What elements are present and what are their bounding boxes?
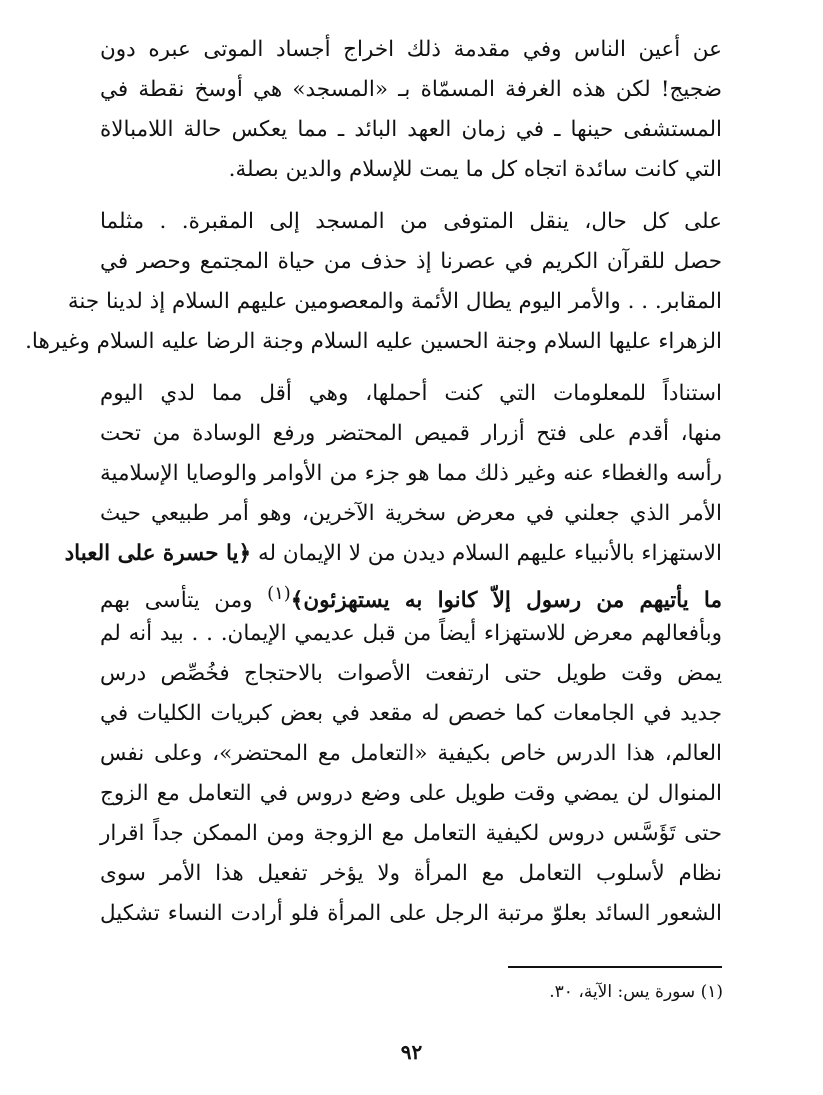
text-line: وبأفعالهم معرض للاستهزاء أيضاً من قبل عديمي الإيمان. . . بيد أنه لم <box>100 621 722 646</box>
text-line: الزهراء عليها السلام وجنة الحسين عليه السلام وجنة الرضا عليه السلام وغيرها. <box>25 329 722 354</box>
text-line: يمض وقت طويل حتى ارتفعت الأصوات بالاحتجاج فخُصِّص درس <box>100 661 722 686</box>
main-text <box>25 30 722 934</box>
text-line: حتى تَؤَسَّس دروس لكيفية التعامل مع الزوجة ومن الممكن جداً اقرار <box>100 821 722 846</box>
text-line: المقابر. . . والأمر اليوم يطال الأئمة والمعصومين عليهم السلام إذ لدينا جنة <box>67 289 722 314</box>
text-line: على كل حال، ينقل المتوفى من المسجد إلى المقبرة. . مثلما <box>100 209 722 234</box>
text-line: الشعور السائد بعلوّ مرتبة الرجل على المرأة فلو أرادت النساء تشكيل <box>100 901 722 926</box>
text-line: الأمر الذي جعلني في معرض سخرية الآخرين، وهو أمر طبيعي حيث <box>100 501 722 526</box>
text-line: عن أعين الناس وفي مقدمة ذلك اخراج أجساد الموتى عبره دون <box>100 37 722 62</box>
paragraph-3 <box>64 374 722 934</box>
quran-quote: ﴿يا حسرة على العباد <box>64 541 252 566</box>
text-line: نظام لأسلوب التعامل مع المرأة ولا يؤخر تفعيل هذا الأمر سوى <box>100 861 722 886</box>
footnote-marker: (١) <box>267 583 291 604</box>
text-line: حصل للقرآن الكريم في عصرنا إذ حذف من حياة المجتمع وحصر في <box>100 249 722 274</box>
text-line: منها، أقدم على فتح أزرار قميص المحتضر ورفع الوسادة من تحت <box>100 421 722 446</box>
footnote: (١) سورة يس: الآية، ٣٠. <box>549 982 723 1002</box>
quran-quote: ما يأتيهم من رسول إلاّ كانوا به يستهزئون﴾ <box>290 588 722 614</box>
paragraph-1 <box>100 30 722 190</box>
text-line: المستشفى حينها ـ في زمان العهد البائد ـ مما يعكس حالة اللامبالاة <box>100 117 722 142</box>
text-line <box>100 574 722 614</box>
text-line <box>64 534 722 574</box>
text-line: جديد في الجامعات كما خصص له مقعد في بعض كبريات الكليات في <box>100 701 722 726</box>
footnote-divider <box>508 966 722 968</box>
text-line: التي كانت سائدة اتجاه كل ما يمت للإسلام والدين بصلة. <box>228 157 722 182</box>
text-run: ومن يتأسى بهم <box>100 588 268 614</box>
text-line: المنوال لن يمضي وقت طويل على وضع دروس في التعامل مع الزوج <box>100 781 722 806</box>
text-line: ضجيج! لكن هذه الغرفة المسمّاة بـ «المسجد» هي أوسخ نقطة في <box>100 77 722 102</box>
text-line: العالم، هذا الدرس خاص بكيفية «التعامل مع المحتضر»، وعلى نفس <box>100 741 722 766</box>
text-line: استناداً للمعلومات التي كنت أحملها، وهي أقل مما لدي اليوم <box>100 381 722 406</box>
text-line: رأسه والغطاء عنه وغير ذلك مما هو جزء من الأوامر والوصايا الإسلامية <box>100 461 722 486</box>
text-run: الاستهزاء بالأنبياء عليهم السلام ديدن من لا الإيمان له <box>251 541 722 566</box>
paragraph-2 <box>25 202 722 362</box>
page-number: ٩٢ <box>400 1040 423 1064</box>
